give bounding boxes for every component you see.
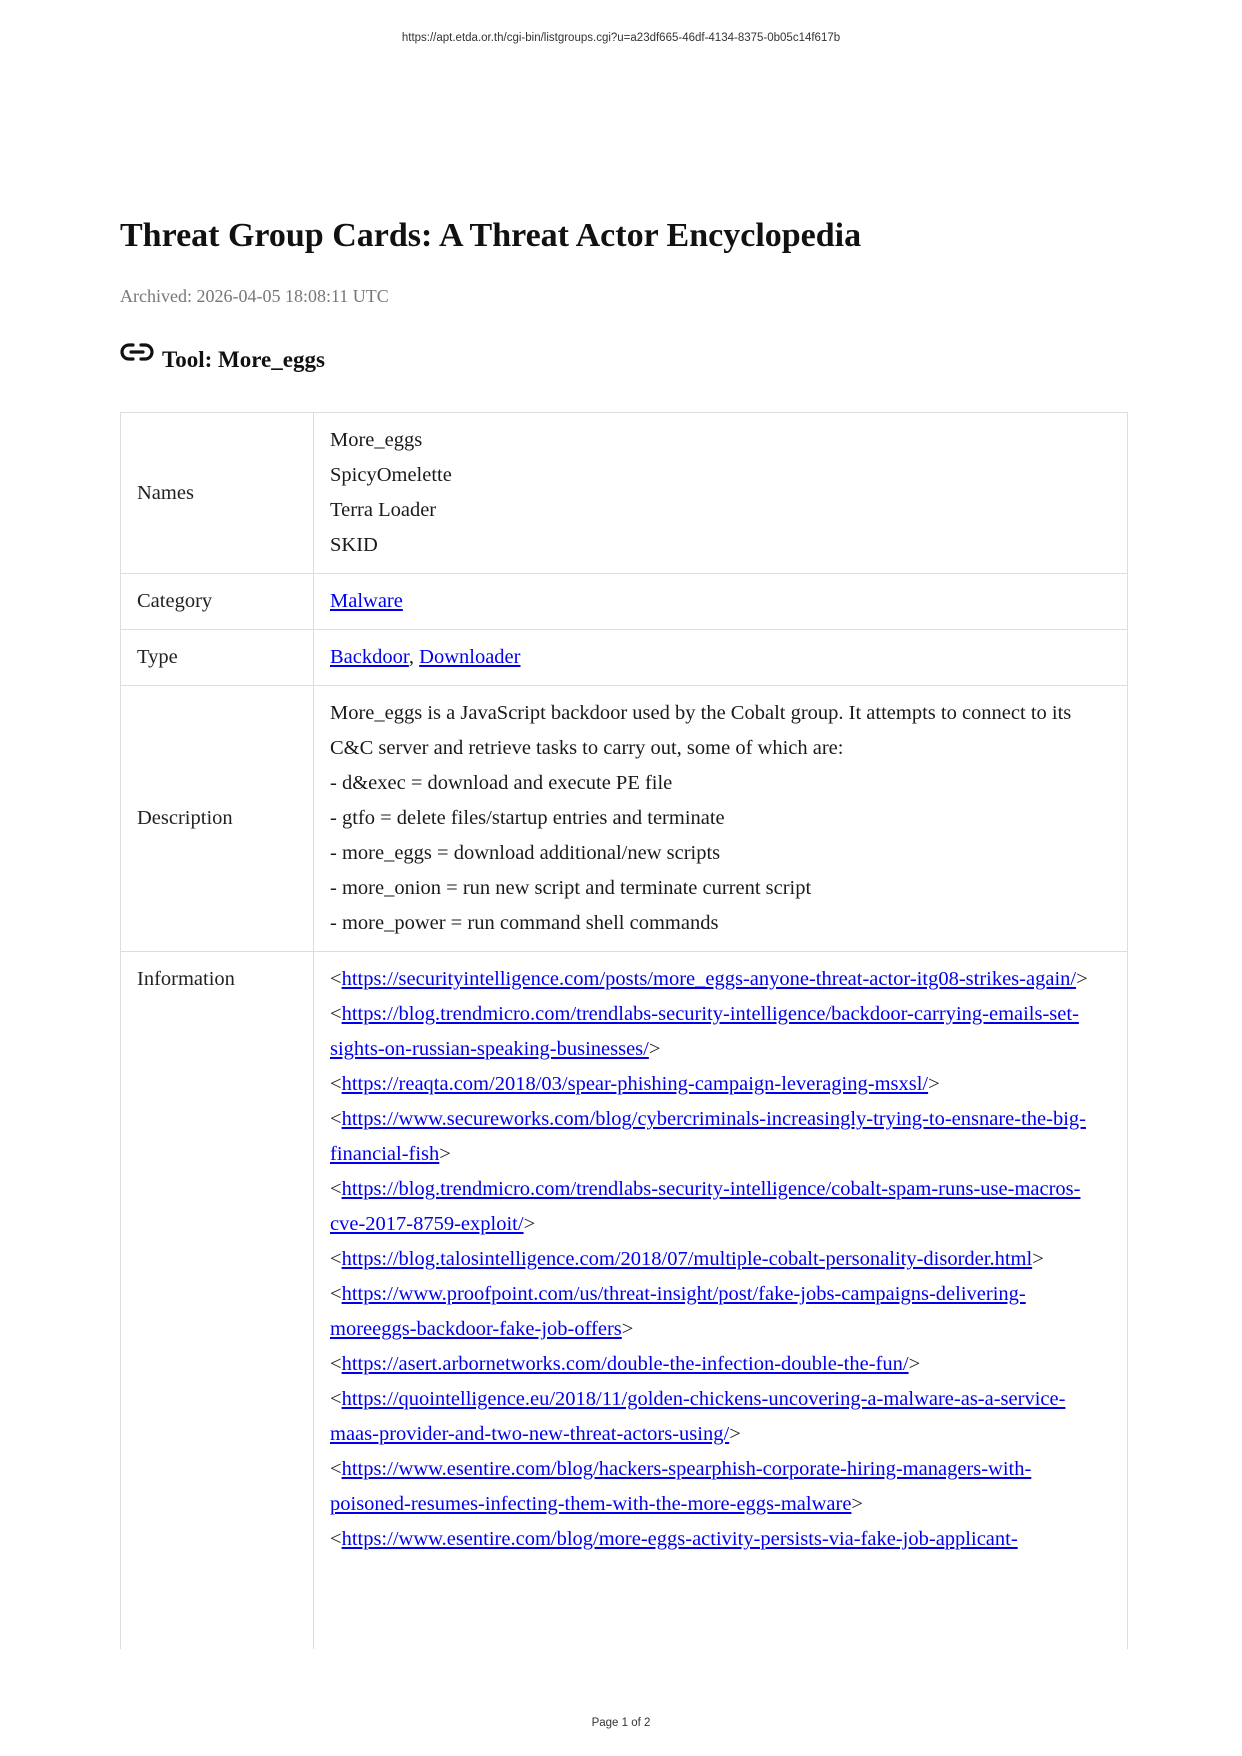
type-label: Type: [121, 630, 314, 686]
archived-timestamp: Archived: 2026-04-05 18:08:11 UTC: [120, 286, 389, 306]
information-link[interactable]: https://blog.trendmicro.com/trendlabs-security-intelligence/backdoor-carrying-emails-set-sights-on-russian-speaking-businesses/: [330, 1003, 1079, 1060]
description-item: - more_eggs = download additional/new scripts: [330, 842, 721, 864]
close-bracket: >: [648, 1038, 661, 1060]
description-label: Description: [121, 686, 314, 952]
open-bracket: <: [330, 1458, 342, 1480]
name-item: Terra Loader: [330, 499, 437, 521]
information-link[interactable]: https://www.esentire.com/blog/more-eggs-activity-persists-via-fake-job-applicant-: [341, 1528, 1018, 1550]
names-row: [121, 413, 1128, 574]
type-row: [121, 630, 1128, 686]
close-bracket: >: [928, 1073, 940, 1095]
information-link[interactable]: https://quointelligence.eu/2018/11/golden-chickens-uncovering-a-malware-as-a-service-maas-provider-and-two-new-threat-actors-using/: [330, 1388, 1066, 1445]
name-item: SpicyOmelette: [330, 464, 452, 486]
description-row: [121, 686, 1128, 952]
information-entry: [330, 1172, 1111, 1242]
print-header-url: https://apt.etda.or.th/cgi-bin/listgroups.cgi?u=a23df665-46df-4134-8375-0b05c14f617b: [401, 32, 841, 44]
information-entry: [330, 1277, 1111, 1347]
category-value: [314, 574, 1128, 630]
information-value: [314, 952, 1128, 1650]
information-link[interactable]: https://blog.trendmicro.com/trendlabs-security-intelligence/cobalt-spam-runs-use-macros-cve-2017-8759-exploit/: [330, 1178, 1081, 1235]
information-row: [121, 952, 1128, 1650]
information-link[interactable]: https://www.esentire.com/blog/hackers-spearphish-corporate-hiring-managers-with-poisoned-resumes-infecting-them-with-the-more-eggs-malware: [330, 1458, 1032, 1515]
information-link[interactable]: https://blog.talosintelligence.com/2018/07/multiple-cobalt-personality-disorder.html: [341, 1248, 1033, 1270]
information-entry: [330, 997, 1111, 1067]
page-number: Page 1 of 2: [591, 1717, 651, 1729]
information-link-list: [330, 962, 1111, 1649]
information-link[interactable]: https://reaqta.com/2018/03/spear-phishing-campaign-leveraging-msxsl/: [341, 1073, 929, 1095]
open-bracket: <: [330, 1073, 342, 1095]
information-link[interactable]: https://securityintelligence.com/posts/more_eggs-anyone-threat-actor-itg08-strikes-again/: [341, 968, 1077, 990]
information-entry: [330, 1347, 1111, 1382]
description-item: - more_power = run command shell commands: [330, 912, 719, 934]
close-bracket: >: [908, 1353, 921, 1375]
tool-title: Tool: More_eggs: [162, 347, 325, 372]
information-entry: [330, 1067, 1111, 1102]
description-item: - more_onion = run new script and terminate current script: [330, 877, 812, 899]
category-link-malware[interactable]: Malware: [330, 590, 403, 612]
type-separator: ,: [408, 646, 420, 668]
page-title: Threat Group Cards: A Threat Actor Encyclopedia: [120, 217, 862, 254]
description-text: More_eggs is a JavaScript backdoor used by the Cobalt group. It attempts to connect to its C&C server and retrieve tasks to carry out, some of which are:: [330, 702, 1072, 759]
information-entry: [330, 1452, 1111, 1522]
information-link[interactable]: https://asert.arbornetworks.com/double-the-infection-double-the-fun/: [341, 1353, 909, 1375]
information-entry: [330, 1102, 1111, 1172]
open-bracket: <: [330, 1178, 342, 1200]
description-item: - d&exec = download and execute PE file: [330, 772, 673, 794]
information-link[interactable]: https://www.secureworks.com/blog/cybercriminals-increasingly-trying-to-ensnare-the-big-financial-fish: [330, 1108, 1086, 1165]
name-item: More_eggs: [330, 429, 423, 451]
description-item: - gtfo = delete files/startup entries and terminate: [330, 807, 725, 829]
names-value: [314, 413, 1128, 574]
category-label: Category: [121, 574, 314, 630]
type-link-downloader[interactable]: Downloader: [419, 646, 521, 668]
information-entry: [330, 1382, 1111, 1452]
type-link-backdoor[interactable]: Backdoor: [330, 646, 409, 668]
name-item: SKID: [330, 534, 378, 556]
close-bracket: >: [729, 1423, 741, 1445]
information-label: Information: [121, 952, 314, 1650]
information-entry: [330, 1242, 1111, 1277]
information-entry: [330, 1522, 1111, 1557]
close-bracket: >: [1076, 968, 1088, 990]
tool-card: [120, 412, 1128, 1649]
open-bracket: <: [330, 1108, 342, 1130]
close-bracket: >: [621, 1318, 634, 1340]
close-bracket: >: [1032, 1248, 1044, 1270]
link-icon: [120, 341, 154, 363]
information-link[interactable]: https://www.proofpoint.com/us/threat-insight/post/fake-jobs-campaigns-delivering-moreeggs-backdoor-fake-job-offers: [330, 1283, 1026, 1340]
tool-card-table: [120, 412, 1128, 1649]
category-row: [121, 574, 1128, 630]
open-bracket: <: [330, 1003, 342, 1025]
close-bracket: >: [523, 1213, 536, 1235]
close-bracket: >: [439, 1143, 451, 1165]
close-bracket: >: [851, 1493, 863, 1515]
information-entry: [330, 962, 1111, 997]
tool-heading: [120, 340, 325, 380]
names-label: Names: [121, 413, 314, 574]
open-bracket: <: [330, 968, 342, 990]
open-bracket: <: [330, 1283, 342, 1305]
open-bracket: <: [330, 1248, 342, 1270]
open-bracket: <: [330, 1388, 342, 1410]
open-bracket: <: [330, 1528, 342, 1550]
description-value: [314, 686, 1128, 952]
type-value: [314, 630, 1128, 686]
open-bracket: <: [330, 1353, 342, 1375]
